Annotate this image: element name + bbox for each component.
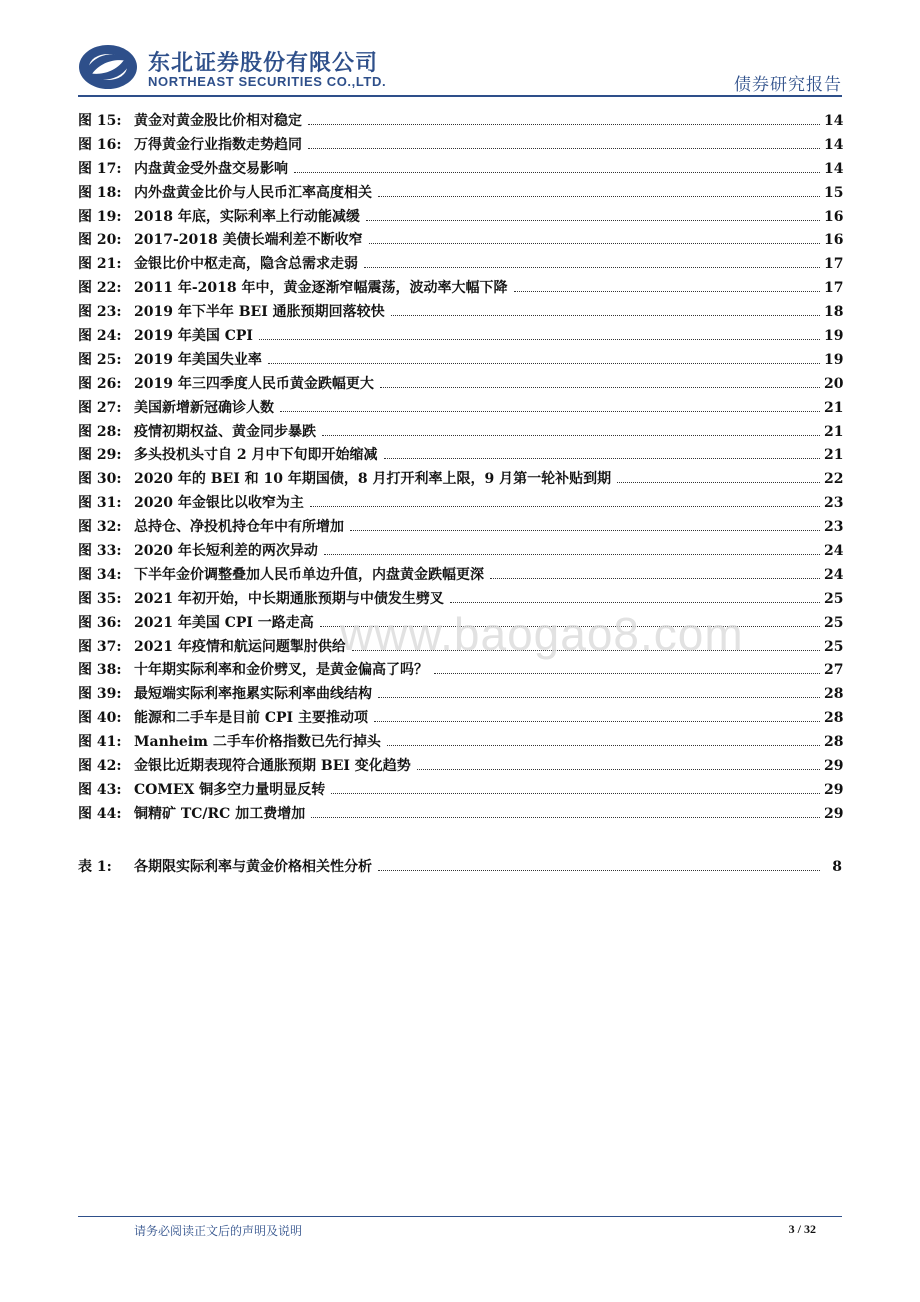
toc-leader-dots	[378, 870, 820, 871]
toc-entry-number: 图 33:	[78, 543, 122, 560]
toc-entry-number: 图 27:	[78, 399, 122, 416]
toc-entry-title: 十年期实际利率和金价劈叉，是黄金偏高了吗？	[134, 662, 428, 679]
toc-entry-page: 17	[824, 280, 844, 297]
toc-entry-page: 22	[824, 471, 844, 488]
toc-leader-dots	[308, 124, 820, 125]
toc-entry-page: 24	[824, 543, 844, 560]
toc-entry[interactable]	[78, 856, 842, 880]
toc-entry-page: 29	[824, 781, 844, 798]
toc-entry-title: 2011 年-2018 年中，黄金逐渐窄幅震荡，波动率大幅下降	[134, 280, 508, 297]
company-name-en: NORTHEAST SECURITIES CO.,LTD.	[148, 74, 387, 89]
toc-entry-number: 图 19:	[78, 208, 122, 225]
toc-entry-page: 15	[824, 184, 844, 201]
toc-leader-dots	[366, 220, 820, 221]
toc-entry-number: 图 23:	[78, 304, 122, 321]
toc-entry-number: 图 37:	[78, 638, 122, 655]
toc-entry-number: 图 28:	[78, 423, 122, 440]
toc-entry[interactable]	[78, 421, 842, 445]
toc-entry[interactable]	[78, 707, 842, 731]
toc-entry-page: 8	[832, 859, 842, 875]
toc-entry-number: 图 22:	[78, 280, 122, 297]
toc-entry-title: 内盘黄金受外盘交易影响	[134, 160, 288, 177]
toc-entry[interactable]	[78, 253, 842, 277]
toc-entry[interactable]	[78, 397, 842, 421]
toc-leader-dots	[268, 363, 820, 364]
toc-leader-dots	[380, 387, 820, 388]
toc-entry[interactable]	[78, 325, 842, 349]
toc-entry-title: 能源和二手车是目前 CPI 主要推动项	[134, 710, 368, 727]
toc-entry-number: 图 21:	[78, 256, 122, 273]
toc-entry-page: 19	[824, 328, 844, 345]
toc-entry-title: 2017-2018 美债长端利差不断收窄	[134, 232, 363, 249]
toc-leader-dots	[378, 697, 820, 698]
toc-entry-title: 美国新增新冠确诊人数	[134, 399, 274, 416]
toc-entry-page: 16	[824, 232, 844, 249]
toc-entry-title: 2019 年美国失业率	[134, 351, 262, 368]
toc-entry-number: 图 24:	[78, 328, 122, 345]
toc-entry-title: 内外盘黄金比价与人民币汇率高度相关	[134, 184, 372, 201]
toc-entry-page: 28	[824, 710, 844, 727]
toc-entry-number: 图 36:	[78, 614, 122, 631]
toc-entry-title: 2020 年长短利差的两次异动	[134, 543, 318, 560]
toc-entry[interactable]	[78, 182, 842, 206]
toc-entry-title: 各期限实际利率与黄金价格相关性分析	[134, 859, 372, 875]
page-header	[0, 0, 920, 100]
toc-entry-number: 图 26:	[78, 375, 122, 392]
toc-entry[interactable]	[78, 564, 842, 588]
toc-entry-title: 金银比近期表现符合通胀预期 BEI 变化趋势	[134, 758, 411, 775]
toc-entry-number: 图 35:	[78, 590, 122, 607]
company-logo-icon	[78, 44, 138, 90]
toc-entry-number: 图 34:	[78, 566, 122, 583]
toc-entry-page: 25	[824, 590, 844, 607]
toc-entry-title: 多头投机头寸自 2 月中下旬即开始缩减	[134, 447, 378, 464]
toc-entry[interactable]	[78, 731, 842, 755]
toc-leader-dots	[259, 339, 820, 340]
toc-entry[interactable]	[78, 158, 842, 182]
toc-entry-number: 图 16:	[78, 136, 122, 153]
toc-entry-page: 25	[824, 614, 844, 631]
toc-entry-page: 21	[824, 447, 844, 464]
toc-entry-title: 铜精矿 TC/RC 加工费增加	[134, 805, 306, 822]
toc-entry[interactable]	[78, 683, 842, 707]
toc-entry-title: 2019 年美国 CPI	[134, 328, 253, 345]
toc-leader-dots	[417, 769, 820, 770]
toc-entry-title: 2020 年金银比以收窄为主	[134, 495, 304, 512]
figure-list	[78, 110, 842, 827]
header-divider	[78, 95, 842, 97]
toc-entry[interactable]	[78, 229, 842, 253]
toc-leader-dots	[378, 196, 820, 197]
toc-entry-page: 14	[824, 113, 844, 129]
toc-leader-dots	[434, 673, 820, 674]
toc-entry-page: 29	[824, 805, 844, 822]
toc-leader-dots	[387, 745, 820, 746]
toc-entry-number: 图 40:	[78, 710, 122, 727]
toc-leader-dots	[280, 411, 820, 412]
toc-entry-number: 图 43:	[78, 781, 122, 798]
toc-entry-page: 25	[824, 638, 844, 655]
toc-entry-page: 27	[824, 662, 844, 679]
toc-entry-page: 29	[824, 758, 844, 775]
toc-entry-number: 图 32:	[78, 519, 122, 536]
toc-entry-title: 2019 年下半年 BEI 通胀预期回落较快	[134, 304, 385, 321]
toc-entry-page: 19	[824, 351, 844, 368]
toc-leader-dots	[391, 315, 820, 316]
toc-entry-number: 图 17:	[78, 160, 122, 177]
toc-entry[interactable]	[78, 206, 842, 230]
toc-leader-dots	[364, 267, 820, 268]
toc-entry-page: 23	[824, 519, 844, 536]
toc-leader-dots	[384, 458, 821, 459]
toc-entry-page: 14	[824, 160, 844, 177]
toc-entry-title: Manheim 二手车价格指数已先行掉头	[134, 734, 381, 751]
toc-entry-number: 图 18:	[78, 184, 122, 201]
toc-leader-dots	[311, 817, 820, 818]
toc-entry-number: 图 31:	[78, 495, 122, 512]
toc-entry-number: 表 1:	[78, 859, 112, 875]
toc-entry-number: 图 20:	[78, 232, 122, 249]
toc-entry[interactable]	[78, 755, 842, 779]
toc-entry[interactable]	[78, 659, 842, 683]
report-type-label: 债券研究报告	[734, 75, 842, 95]
toc-entry-page: 14	[824, 136, 844, 153]
toc-leader-dots	[514, 291, 821, 292]
toc-leader-dots	[490, 578, 820, 579]
toc-entry[interactable]	[78, 540, 842, 564]
toc-entry-page: 17	[824, 256, 844, 273]
toc-leader-dots	[310, 506, 820, 507]
toc-entry[interactable]	[78, 444, 842, 468]
toc-entry[interactable]	[78, 492, 842, 516]
toc-entry[interactable]	[78, 373, 842, 397]
toc-leader-dots	[374, 721, 820, 722]
toc-entry-number: 图 15:	[78, 113, 122, 129]
toc-entry-title: 2018 年底，实际利率上行动能减缓	[134, 208, 360, 225]
toc-entry-page: 21	[824, 423, 844, 440]
toc-entry-title: 黄金对黄金股比价相对稳定	[134, 113, 302, 129]
toc-entry-number: 图 30:	[78, 471, 122, 488]
toc-leader-dots	[322, 435, 820, 436]
toc-entry-title: 2021 年疫情和航运问题掣肘供给	[134, 638, 346, 655]
toc-leader-dots	[617, 482, 820, 483]
toc-entry-title: 下半年金价调整叠加人民币单边升值，内盘黄金跌幅更深	[134, 566, 484, 583]
toc-entry-page: 16	[824, 208, 844, 225]
toc-entry-number: 图 39:	[78, 686, 122, 703]
toc-entry-number: 图 44:	[78, 805, 122, 822]
toc-entry-number: 图 25:	[78, 351, 122, 368]
toc-entry-title: COMEX 铜多空力量明显反转	[134, 781, 326, 798]
toc-leader-dots	[308, 148, 820, 149]
toc-entry[interactable]	[78, 110, 842, 134]
footer-disclaimer: 请务必阅读正文后的声明及说明	[134, 1224, 303, 1238]
toc-entry[interactable]	[78, 516, 842, 540]
page-number: 3 / 32	[788, 1222, 816, 1236]
toc-entry-title: 最短端实际利率拖累实际利率曲线结构	[134, 686, 372, 703]
toc-entry-number: 图 42:	[78, 758, 122, 775]
table-list	[78, 856, 842, 880]
watermark: www.baogao8.com	[340, 608, 744, 660]
toc-entry-number: 图 38:	[78, 662, 122, 679]
toc-leader-dots	[369, 243, 820, 244]
toc-entry-title: 2020 年的 BEI 和 10 年期国债，8 月打开利率上限，9 月第一轮补贴到期	[134, 471, 612, 488]
company-name-cn: 东北证券股份有限公司	[148, 51, 379, 76]
toc-entry-title: 疫情初期权益、黄金同步暴跌	[134, 423, 316, 440]
toc-leader-dots	[350, 530, 820, 531]
toc-entry[interactable]	[78, 277, 842, 301]
toc-leader-dots	[331, 793, 820, 794]
toc-entry-title: 2019 年三四季度人民币黄金跌幅更大	[134, 375, 374, 392]
toc-leader-dots	[450, 602, 820, 603]
toc-entry-title: 万得黄金行业指数走势趋同	[134, 136, 302, 153]
toc-entry-page: 23	[824, 495, 844, 512]
toc-entry-page: 21	[824, 399, 844, 416]
toc-leader-dots	[294, 172, 820, 173]
toc-entry-title: 总持仓、净投机持仓年中有所增加	[134, 519, 344, 536]
toc-entry-page: 24	[824, 566, 844, 583]
toc-entry-page: 28	[824, 686, 844, 703]
toc-entry-number: 图 29:	[78, 447, 122, 464]
footer-divider	[78, 1216, 842, 1217]
toc-entry-title: 金银比价中枢走高，隐含总需求走弱	[134, 256, 358, 273]
toc-entry-page: 18	[824, 304, 844, 321]
toc-entry-title: 2021 年美国 CPI 一路走高	[134, 614, 314, 631]
toc-entry[interactable]	[78, 301, 842, 325]
toc-entry-page: 20	[824, 375, 844, 392]
toc-entry[interactable]	[78, 349, 842, 373]
toc-entry-number: 图 41:	[78, 734, 122, 751]
toc-entry-page: 28	[824, 734, 844, 751]
toc-entry[interactable]	[78, 779, 842, 803]
toc-entry-title: 2021 年初开始，中长期通胀预期与中债发生劈叉	[134, 590, 444, 607]
toc-entry[interactable]	[78, 803, 842, 827]
toc-leader-dots	[324, 554, 820, 555]
toc-entry[interactable]	[78, 468, 842, 492]
toc-entry[interactable]	[78, 134, 842, 158]
